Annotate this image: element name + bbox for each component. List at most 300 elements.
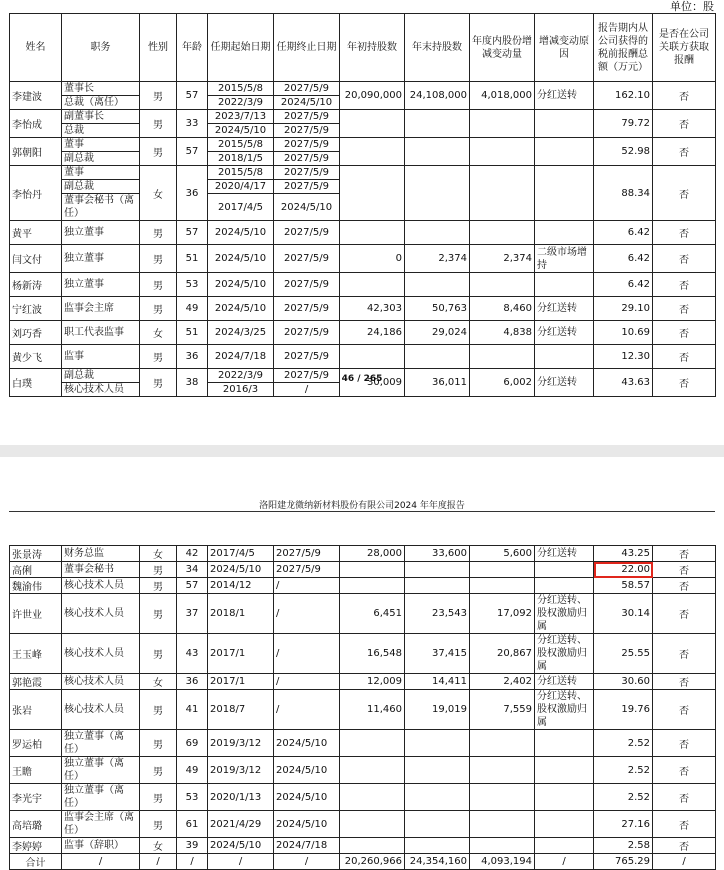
person-name: 杨新涛 xyxy=(10,273,62,297)
page-number: 46 / 265 xyxy=(341,374,383,384)
person-name: 李婷婷 xyxy=(10,838,62,854)
column-header: 姓名 xyxy=(10,14,62,82)
change-reason: 分红送转 xyxy=(535,321,594,345)
change-reason: 分红送转 xyxy=(535,297,594,321)
end-shares xyxy=(405,345,470,369)
age: / xyxy=(177,854,208,870)
role-title: 独立董事（离任） xyxy=(62,730,140,757)
age: 38 xyxy=(177,369,208,397)
table-row xyxy=(10,221,716,245)
role-title: 监事（辞职） xyxy=(62,838,140,854)
start-shares: 42,303 xyxy=(340,297,405,321)
age: 41 xyxy=(177,690,208,730)
change xyxy=(470,757,535,784)
table-row xyxy=(10,811,716,838)
table-row xyxy=(10,297,716,321)
age: 39 xyxy=(177,838,208,854)
table-row xyxy=(10,690,716,730)
change xyxy=(470,166,535,221)
term-end: 2024/5/10 xyxy=(274,194,340,221)
age: 37 xyxy=(177,594,208,634)
start-shares xyxy=(340,784,405,811)
role-title: 董事 xyxy=(62,166,140,180)
related-pay: 否 xyxy=(653,784,716,811)
gender: 男 xyxy=(140,562,177,578)
term-end: 2027/5/9 xyxy=(274,562,340,578)
role-title: 监事会主席 xyxy=(62,297,140,321)
change-reason: 分红送转 xyxy=(535,674,594,690)
gender: 男 xyxy=(140,690,177,730)
pay-total: 2.52 xyxy=(594,784,653,811)
change-reason: 分红送转 xyxy=(535,369,594,397)
term-start: 2015/5/8 xyxy=(208,138,274,152)
term-end: 2027/5/9 xyxy=(274,369,340,383)
start-shares: 0 xyxy=(340,245,405,273)
executive-table-page1 xyxy=(9,13,716,397)
related-pay: 否 xyxy=(653,245,716,273)
related-pay: 否 xyxy=(653,578,716,594)
related-pay: 否 xyxy=(653,110,716,138)
change-reason: 分红送转、股权激励归属 xyxy=(535,690,594,730)
role-title: 独立董事 xyxy=(62,221,140,245)
column-header: 年末持股数 xyxy=(405,14,470,82)
term-start: / xyxy=(208,854,274,870)
pay-total: 30.60 xyxy=(594,674,653,690)
end-shares: 50,763 xyxy=(405,297,470,321)
start-shares xyxy=(340,273,405,297)
person-name: 魏渝伟 xyxy=(10,578,62,594)
total-row xyxy=(10,854,716,870)
table-row xyxy=(10,321,716,345)
change xyxy=(470,838,535,854)
person-name: 李建波 xyxy=(10,82,62,110)
role-title: 副总裁 xyxy=(62,369,140,383)
role-title: 核心技术人员 xyxy=(62,578,140,594)
person-name: 高培璐 xyxy=(10,811,62,838)
change-reason xyxy=(535,110,594,138)
change xyxy=(470,110,535,138)
start-shares xyxy=(340,166,405,221)
start-shares: 16,548 xyxy=(340,634,405,674)
page-header: 洛阳建龙微纳新材料股份有限公司2024 年年度报告 xyxy=(259,501,465,511)
term-start: 2017/4/5 xyxy=(208,546,274,562)
term-end: / xyxy=(274,383,340,397)
term-end: / xyxy=(274,634,340,674)
term-end: 2024/5/10 xyxy=(274,784,340,811)
gender: 男 xyxy=(140,273,177,297)
term-end: 2027/5/9 xyxy=(274,166,340,180)
term-start: 2015/5/8 xyxy=(208,166,274,180)
term-start: 2022/3/9 xyxy=(208,96,274,110)
age: 36 xyxy=(177,674,208,690)
gender: 男 xyxy=(140,757,177,784)
start-shares: 30,009 xyxy=(340,369,405,397)
term-end: 2024/5/10 xyxy=(274,96,340,110)
column-header: 报告期内从公司获得的税前报酬总额（万元） xyxy=(594,14,653,82)
term-end: 2024/5/10 xyxy=(274,730,340,757)
term-end: 2027/5/9 xyxy=(274,321,340,345)
table-row xyxy=(10,634,716,674)
change: 6,002 xyxy=(470,369,535,397)
term-end: 2027/5/9 xyxy=(274,124,340,138)
change xyxy=(470,221,535,245)
term-end: 2027/5/9 xyxy=(274,245,340,273)
related-pay: 否 xyxy=(653,273,716,297)
end-shares xyxy=(405,110,470,138)
gender: 女 xyxy=(140,546,177,562)
person-name: 宁红波 xyxy=(10,297,62,321)
end-shares xyxy=(405,578,470,594)
term-start: 2024/5/10 xyxy=(208,124,274,138)
end-shares xyxy=(405,730,470,757)
term-start: 2022/3/9 xyxy=(208,369,274,383)
gender: 男 xyxy=(140,297,177,321)
gender: 女 xyxy=(140,321,177,345)
person-name: 刘巧香 xyxy=(10,321,62,345)
term-start: 2024/5/10 xyxy=(208,221,274,245)
start-shares xyxy=(340,838,405,854)
age: 57 xyxy=(177,578,208,594)
change-reason xyxy=(535,784,594,811)
pay-total: 6.42 xyxy=(594,221,653,245)
term-start: 2024/5/10 xyxy=(208,562,274,578)
start-shares: 20,260,966 xyxy=(340,854,405,870)
end-shares xyxy=(405,757,470,784)
related-pay: 否 xyxy=(653,345,716,369)
change-reason xyxy=(535,578,594,594)
change-reason xyxy=(535,166,594,221)
gender: 男 xyxy=(140,110,177,138)
change: 2,402 xyxy=(470,674,535,690)
term-start: 2019/3/12 xyxy=(208,730,274,757)
role-title: 独立董事 xyxy=(62,245,140,273)
change xyxy=(470,562,535,578)
pay-total: 43.25 xyxy=(594,546,653,562)
pay-total: 29.10 xyxy=(594,297,653,321)
gender: 男 xyxy=(140,221,177,245)
change xyxy=(470,345,535,369)
role-title: 核心技术人员 xyxy=(62,690,140,730)
term-start: 2024/3/25 xyxy=(208,321,274,345)
related-pay: 否 xyxy=(653,221,716,245)
change: 4,093,194 xyxy=(470,854,535,870)
pay-total: 6.42 xyxy=(594,245,653,273)
role-title: 核心技术人员 xyxy=(62,383,140,397)
term-end: 2027/5/9 xyxy=(274,152,340,166)
pay-total: 52.98 xyxy=(594,138,653,166)
person-name: 白璞 xyxy=(10,369,62,397)
person-name: 黄平 xyxy=(10,221,62,245)
end-shares xyxy=(405,166,470,221)
term-start: 2018/7 xyxy=(208,690,274,730)
term-end: / xyxy=(274,578,340,594)
role-title: 核心技术人员 xyxy=(62,594,140,634)
change-reason: 分红送转、股权激励归属 xyxy=(535,594,594,634)
person-name: 罗运柏 xyxy=(10,730,62,757)
start-shares: 11,460 xyxy=(340,690,405,730)
start-shares xyxy=(340,110,405,138)
end-shares xyxy=(405,811,470,838)
table-row xyxy=(10,166,716,180)
start-shares: 20,090,000 xyxy=(340,82,405,110)
age: 57 xyxy=(177,138,208,166)
term-end: 2024/5/10 xyxy=(274,811,340,838)
end-shares: 2,374 xyxy=(405,245,470,273)
change xyxy=(470,138,535,166)
related-pay: 否 xyxy=(653,82,716,110)
related-pay: 否 xyxy=(653,811,716,838)
change-reason: 分红送转、股权激励归属 xyxy=(535,634,594,674)
end-shares: 33,600 xyxy=(405,546,470,562)
start-shares xyxy=(340,730,405,757)
start-shares xyxy=(340,562,405,578)
term-end: / xyxy=(274,854,340,870)
pay-total: 12.30 xyxy=(594,345,653,369)
gender: 女 xyxy=(140,166,177,221)
term-end: 2027/5/9 xyxy=(274,138,340,152)
pay-total: 79.72 xyxy=(594,110,653,138)
term-start: 2018/1/5 xyxy=(208,152,274,166)
table-row xyxy=(10,245,716,273)
term-start: 2021/4/29 xyxy=(208,811,274,838)
table-header-row xyxy=(10,14,716,82)
role-title: 监事 xyxy=(62,345,140,369)
related-pay: 否 xyxy=(653,757,716,784)
total-label: 合计 xyxy=(10,854,62,870)
related-pay: 否 xyxy=(653,562,716,578)
gender: 男 xyxy=(140,345,177,369)
gender: 男 xyxy=(140,811,177,838)
pay-total: 88.34 xyxy=(594,166,653,221)
term-start: 2024/5/10 xyxy=(208,838,274,854)
person-name: 许世业 xyxy=(10,594,62,634)
start-shares xyxy=(340,221,405,245)
column-header: 任期终止日期 xyxy=(274,14,340,82)
end-shares: 24,108,000 xyxy=(405,82,470,110)
term-start: 2019/3/12 xyxy=(208,757,274,784)
term-end: / xyxy=(274,690,340,730)
change: 17,092 xyxy=(470,594,535,634)
age: 69 xyxy=(177,730,208,757)
change-reason xyxy=(535,221,594,245)
change xyxy=(470,273,535,297)
term-start: 2017/1 xyxy=(208,634,274,674)
term-end: 2027/5/9 xyxy=(274,546,340,562)
role-title: 副总裁 xyxy=(62,180,140,194)
term-end: 2027/5/9 xyxy=(274,221,340,245)
table-row xyxy=(10,546,716,562)
end-shares xyxy=(405,138,470,166)
related-pay: 否 xyxy=(653,138,716,166)
end-shares xyxy=(405,562,470,578)
change-reason: 分红送转 xyxy=(535,546,594,562)
gender: 女 xyxy=(140,674,177,690)
table-row xyxy=(10,757,716,784)
table-row xyxy=(10,562,716,578)
person-name: 郭艳霞 xyxy=(10,674,62,690)
gender: 女 xyxy=(140,838,177,854)
age: 36 xyxy=(177,166,208,221)
gender: 男 xyxy=(140,730,177,757)
end-shares: 29,024 xyxy=(405,321,470,345)
start-shares: 24,186 xyxy=(340,321,405,345)
term-end: / xyxy=(274,674,340,690)
person-name: 高俐 xyxy=(10,562,62,578)
age: 49 xyxy=(177,757,208,784)
age: 57 xyxy=(177,82,208,110)
role-title: / xyxy=(62,854,140,870)
table-row xyxy=(10,784,716,811)
table-row xyxy=(10,138,716,152)
age: 36 xyxy=(177,345,208,369)
end-shares: 19,019 xyxy=(405,690,470,730)
pay-total: 765.29 xyxy=(594,854,653,870)
person-name: 张景涛 xyxy=(10,546,62,562)
change-reason: / xyxy=(535,854,594,870)
related-pay: 否 xyxy=(653,166,716,221)
gender: 男 xyxy=(140,82,177,110)
role-title: 副董事长 xyxy=(62,110,140,124)
term-start: 2020/4/17 xyxy=(208,180,274,194)
term-end: 2024/5/10 xyxy=(274,757,340,784)
related-pay: 否 xyxy=(653,634,716,674)
person-name: 李光宇 xyxy=(10,784,62,811)
unit-label: 单位：股 xyxy=(670,0,714,13)
change-reason: 分红送转 xyxy=(535,82,594,110)
pay-total: 19.76 xyxy=(594,690,653,730)
end-shares: 14,411 xyxy=(405,674,470,690)
term-start: 2024/5/10 xyxy=(208,273,274,297)
age: 42 xyxy=(177,546,208,562)
age: 51 xyxy=(177,245,208,273)
column-header: 年度内股份增减变动量 xyxy=(470,14,535,82)
term-end: 2024/7/18 xyxy=(274,838,340,854)
role-title: 独立董事 xyxy=(62,273,140,297)
term-end: 2027/5/9 xyxy=(274,273,340,297)
related-pay: 否 xyxy=(653,838,716,854)
person-name: 李怡成 xyxy=(10,110,62,138)
end-shares: 23,543 xyxy=(405,594,470,634)
pay-total: 27.16 xyxy=(594,811,653,838)
page-gap xyxy=(0,445,724,457)
table-row xyxy=(10,345,716,369)
term-start: 2024/5/10 xyxy=(208,297,274,321)
term-end: 2027/5/9 xyxy=(274,110,340,124)
change-reason xyxy=(535,730,594,757)
related-pay: 否 xyxy=(653,674,716,690)
age: 53 xyxy=(177,273,208,297)
change xyxy=(470,578,535,594)
term-start: 2016/3 xyxy=(208,383,274,397)
change-reason xyxy=(535,273,594,297)
table-row xyxy=(10,674,716,690)
highlighted-pay-value: 22.00 xyxy=(594,562,653,578)
age: 61 xyxy=(177,811,208,838)
pay-total: 162.10 xyxy=(594,82,653,110)
person-name: 黄少飞 xyxy=(10,345,62,369)
table-row xyxy=(10,730,716,757)
person-name: 郭朝阳 xyxy=(10,138,62,166)
related-pay: 否 xyxy=(653,730,716,757)
header-divider xyxy=(9,511,715,512)
change: 8,460 xyxy=(470,297,535,321)
change-reason xyxy=(535,562,594,578)
end-shares xyxy=(405,784,470,811)
change: 4,018,000 xyxy=(470,82,535,110)
term-start: 2018/1 xyxy=(208,594,274,634)
gender: 男 xyxy=(140,369,177,397)
role-title: 监事会主席（离任） xyxy=(62,811,140,838)
related-pay: 否 xyxy=(653,690,716,730)
end-shares: 24,354,160 xyxy=(405,854,470,870)
change: 2,374 xyxy=(470,245,535,273)
pay-total: 43.63 xyxy=(594,369,653,397)
end-shares: 37,415 xyxy=(405,634,470,674)
term-start: 2017/4/5 xyxy=(208,194,274,221)
role-title: 核心技术人员 xyxy=(62,634,140,674)
term-start: 2017/1 xyxy=(208,674,274,690)
related-pay: 否 xyxy=(653,297,716,321)
role-title: 独立董事（离任） xyxy=(62,757,140,784)
term-end: 2027/5/9 xyxy=(274,180,340,194)
term-start: 2024/5/10 xyxy=(208,245,274,273)
role-title: 总裁（离任） xyxy=(62,96,140,110)
person-name: 张岩 xyxy=(10,690,62,730)
term-end: 2027/5/9 xyxy=(274,297,340,321)
start-shares xyxy=(340,811,405,838)
table-row xyxy=(10,578,716,594)
column-header: 年初持股数 xyxy=(340,14,405,82)
age: 57 xyxy=(177,221,208,245)
change: 4,838 xyxy=(470,321,535,345)
column-header: 职务 xyxy=(62,14,140,82)
change-reason xyxy=(535,345,594,369)
change xyxy=(470,811,535,838)
gender: 男 xyxy=(140,784,177,811)
start-shares xyxy=(340,345,405,369)
pay-total: 25.55 xyxy=(594,634,653,674)
start-shares xyxy=(340,578,405,594)
age: 43 xyxy=(177,634,208,674)
role-title: 董事 xyxy=(62,138,140,152)
pay-total: 30.14 xyxy=(594,594,653,634)
role-title: 副总裁 xyxy=(62,152,140,166)
gender: 男 xyxy=(140,138,177,166)
pay-total: 2.52 xyxy=(594,730,653,757)
pay-total: 10.69 xyxy=(594,321,653,345)
pay-total: 2.58 xyxy=(594,838,653,854)
executive-table-page2 xyxy=(9,545,716,870)
start-shares: 12,009 xyxy=(340,674,405,690)
related-pay: / xyxy=(653,854,716,870)
related-pay: 否 xyxy=(653,546,716,562)
end-shares xyxy=(405,221,470,245)
age: 49 xyxy=(177,297,208,321)
age: 33 xyxy=(177,110,208,138)
role-title: 总裁 xyxy=(62,124,140,138)
pay-total: 58.57 xyxy=(594,578,653,594)
term-start: 2015/5/8 xyxy=(208,82,274,96)
role-title: 董事会秘书 xyxy=(62,562,140,578)
pay-total: 2.52 xyxy=(594,757,653,784)
age: 34 xyxy=(177,562,208,578)
gender: / xyxy=(140,854,177,870)
column-header: 性别 xyxy=(140,14,177,82)
term-start: 2014/12 xyxy=(208,578,274,594)
table-row xyxy=(10,110,716,124)
role-title: 财务总监 xyxy=(62,546,140,562)
change xyxy=(470,784,535,811)
